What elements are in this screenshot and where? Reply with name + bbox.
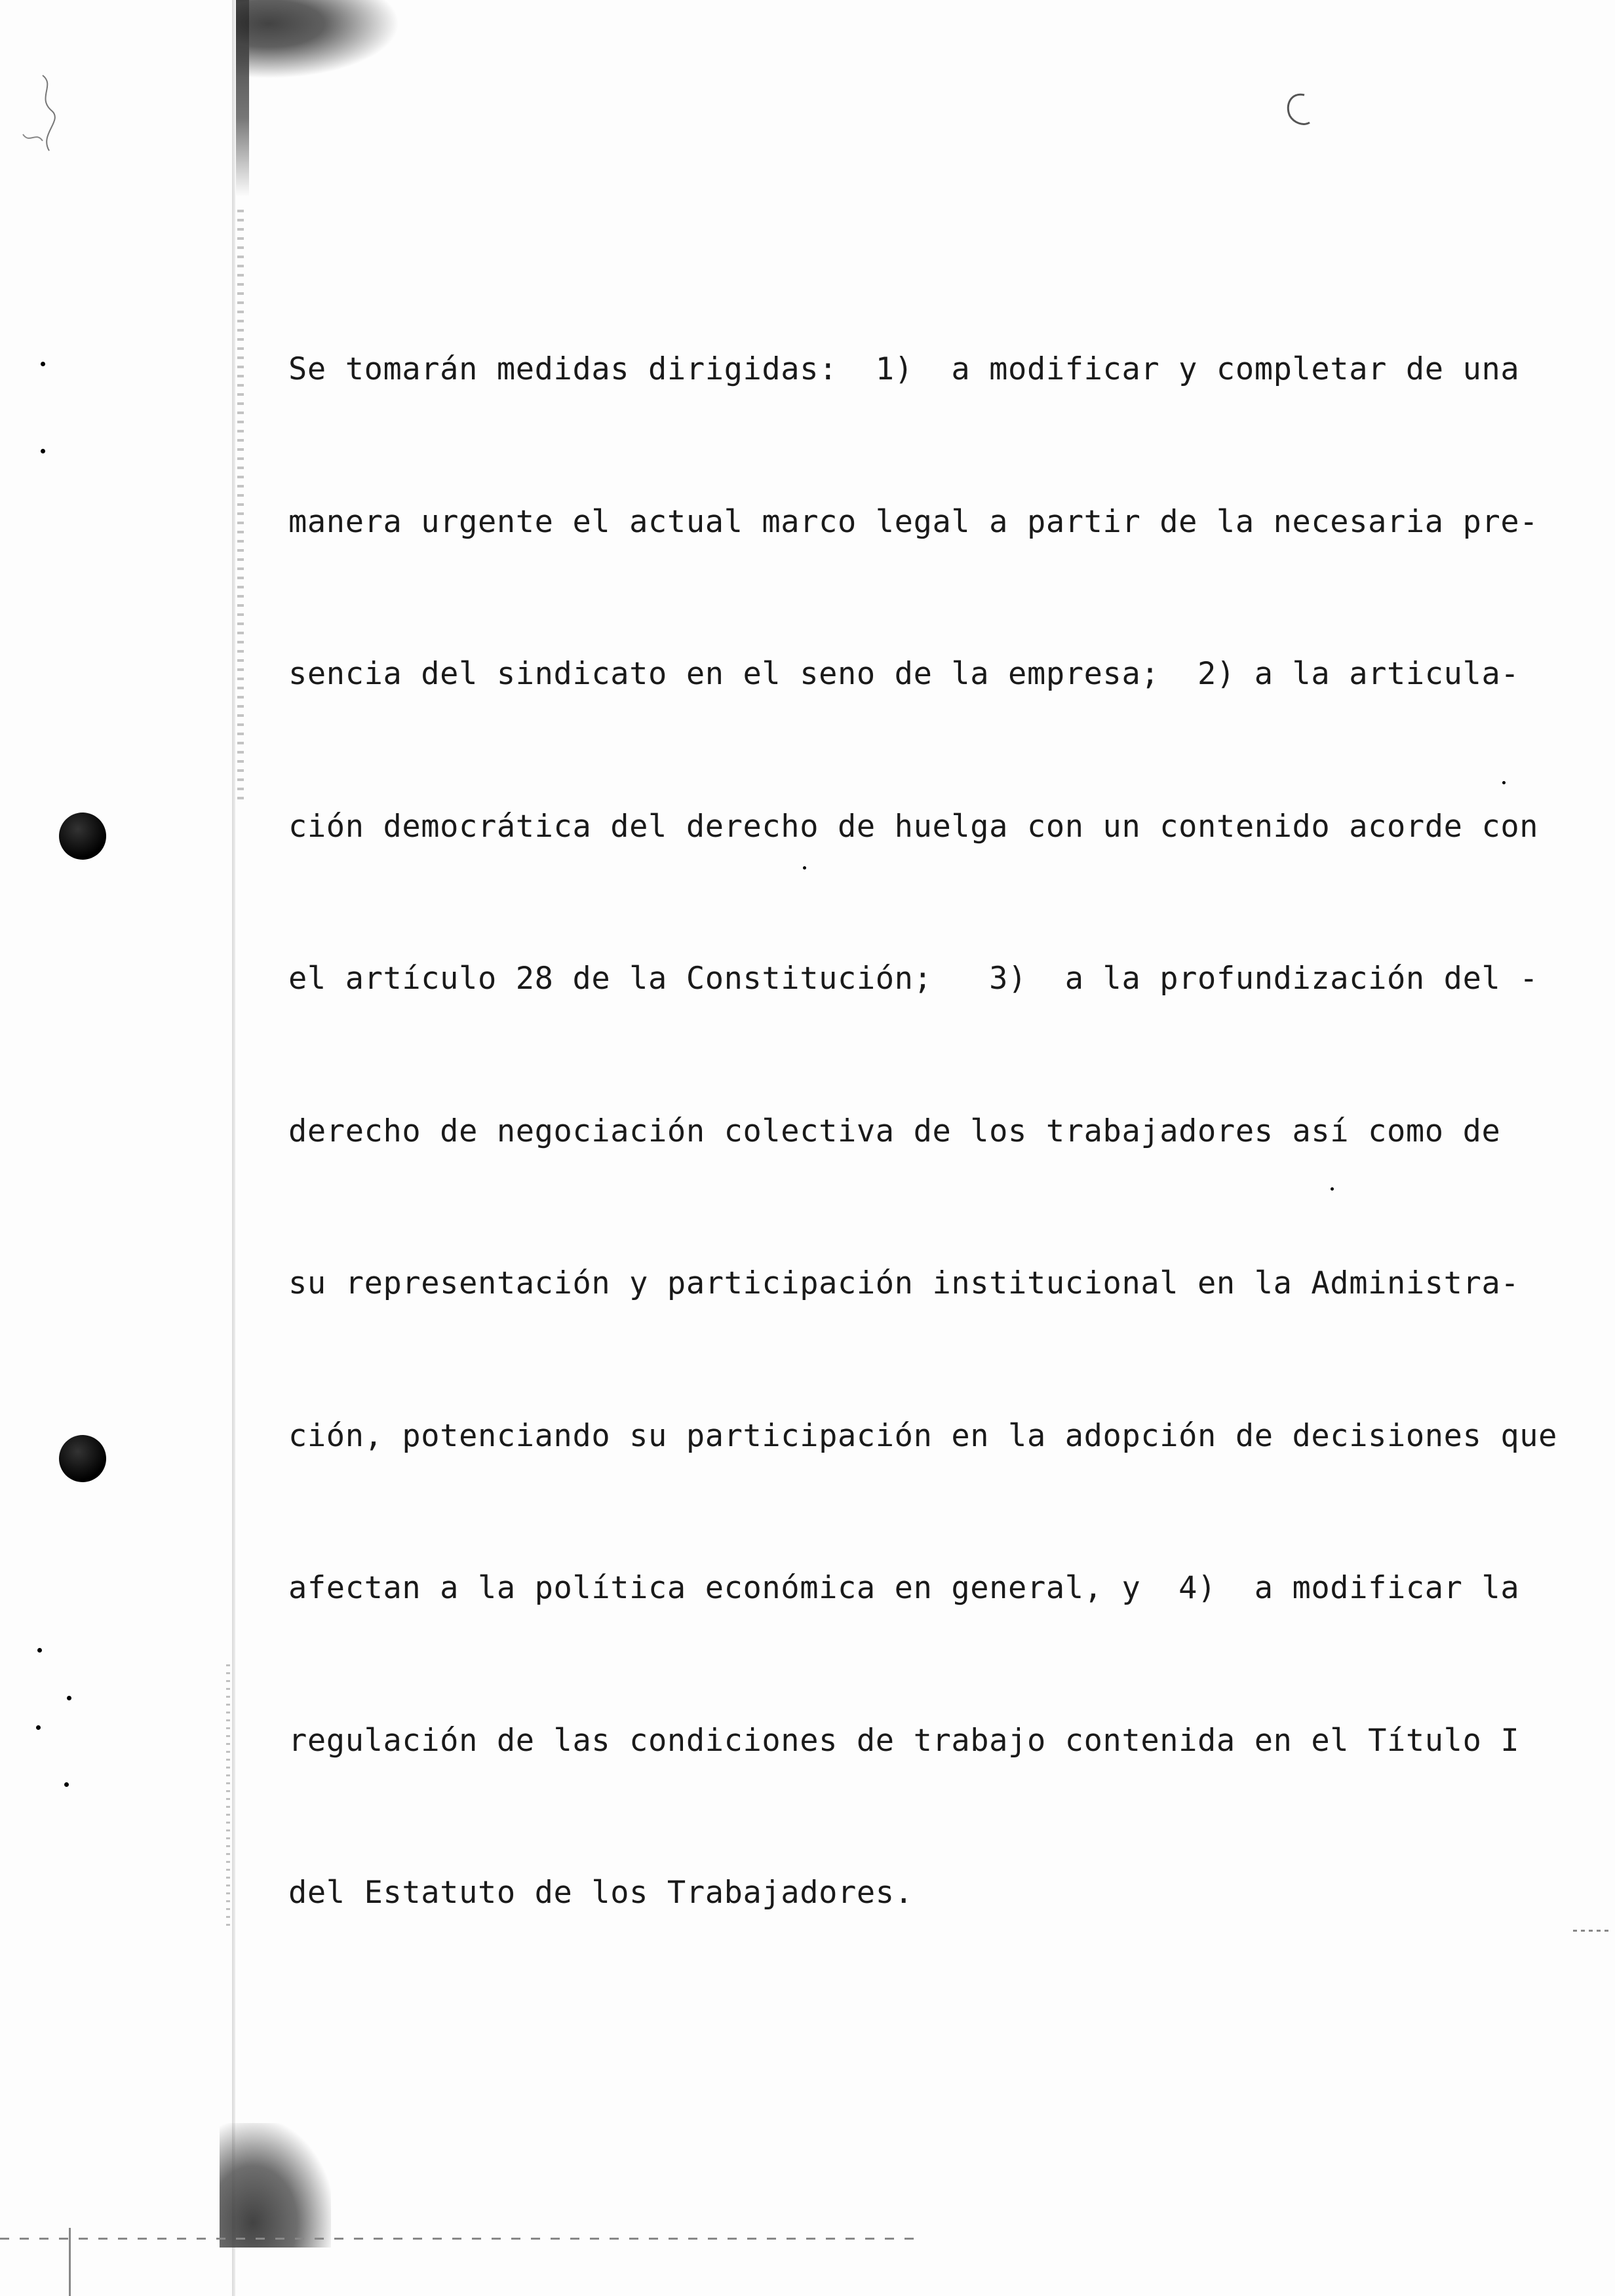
speck xyxy=(36,1725,41,1730)
punch-hole-lower xyxy=(59,1435,106,1482)
binding-edge-line xyxy=(232,0,235,2296)
bottom-dashed-artifact xyxy=(0,2238,918,2240)
paragraph-line: regulación de las condiciones de trabajo contenida en el Título I xyxy=(288,1722,1520,1759)
speck xyxy=(41,449,45,453)
bottom-left-line-artifact xyxy=(69,2228,71,2296)
paragraph-line: su representación y participación institucional en la Administra- xyxy=(288,1265,1520,1301)
paragraph-line: manera urgente el actual marco legal a partir de la necesaria pre- xyxy=(288,503,1539,540)
body-paragraph xyxy=(288,242,1593,2020)
margin-scribble-mark xyxy=(16,72,69,164)
paragraph-line: el artículo 28 de la Constitución; 3) a la profundización del - xyxy=(288,961,1539,997)
paragraph-line: ción, potenciando su participación en la adopción de decisiones que xyxy=(288,1417,1558,1454)
speck xyxy=(67,1696,71,1700)
paragraph-line: Se tomarán medidas dirigidas: 1) a modificar y completar de una xyxy=(288,351,1520,387)
speck xyxy=(64,1782,69,1787)
paragraph-line: derecho de negociación colectiva de los trabajadores así como de xyxy=(288,1113,1501,1149)
paragraph-line: sencia del sindicato en el seno de la empresa; 2) a la articula- xyxy=(288,656,1520,692)
punch-hole-upper xyxy=(59,813,106,860)
paragraph-line: afectan a la política económica en general, y 4) a modificar la xyxy=(288,1570,1520,1606)
corner-circle-mark xyxy=(1278,88,1317,134)
margin-dotted-artifact xyxy=(237,210,244,799)
margin-dotted-artifact-lower xyxy=(226,1664,230,1926)
scan-shadow-top xyxy=(236,0,400,79)
paragraph-line: del Estatuto de los Trabajadores. xyxy=(288,1875,914,1911)
speck xyxy=(37,1648,42,1653)
paragraph-line: ción democrática del derecho de huelga con un contenido acorde con xyxy=(288,808,1539,845)
scan-shadow-bottom xyxy=(220,2123,331,2248)
speck xyxy=(41,362,45,366)
